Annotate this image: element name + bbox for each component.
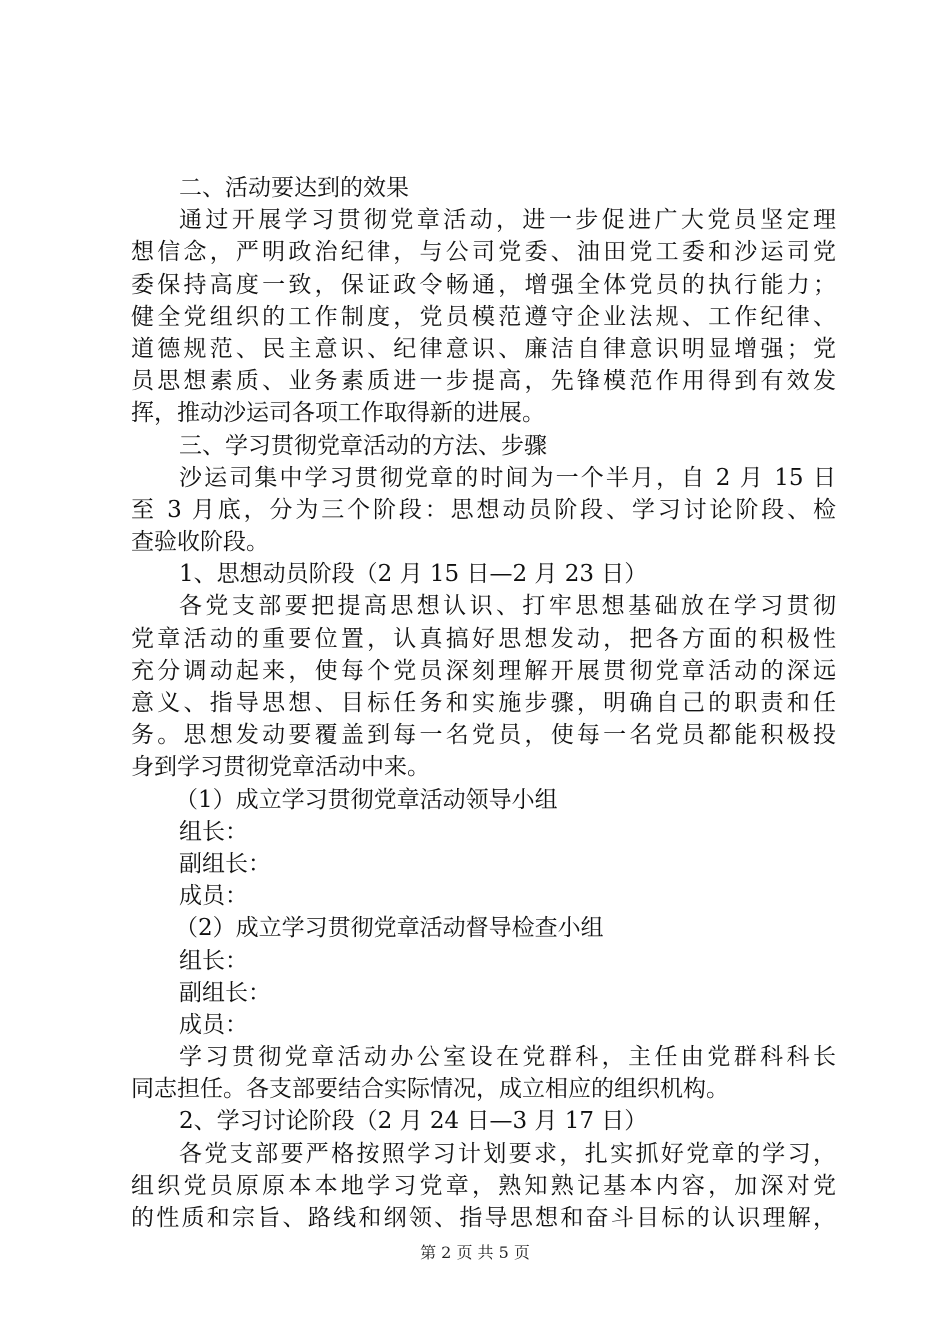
text-line: 充分调动起来，使每个党员深刻理解开展贯彻党章活动的深远: [131, 657, 836, 684]
text-line: 成员：: [179, 1011, 248, 1038]
text-line: 同志担任。各支部要结合实际情况，成立相应的组织机构。: [131, 1076, 729, 1103]
text-line: 员思想素质、业务素质进一步提高，先锋模范作用得到有效发: [131, 368, 836, 395]
document-body: [131, 172, 836, 1234]
text-line: 1、思想动员阶段（2 月 15 日—2 月 23 日）: [179, 561, 648, 588]
page-footer: 第 2 页 共 5 页: [420, 1243, 530, 1262]
text-line: （1）成立学习贯彻党章活动领导小组: [175, 786, 558, 813]
text-line: 各党支部要严格按照学习计划要求，扎实抓好党章的学习，: [179, 1140, 836, 1167]
text-line: 健全党组织的工作制度，党员模范遵守企业法规、工作纪律、: [131, 303, 836, 330]
text-line: 党章活动的重要位置，认真搞好思想发动，把各方面的积极性: [131, 625, 836, 652]
text-line: 通过开展学习贯彻党章活动，进一步促进广大党员坚定理: [179, 207, 836, 234]
text-line: 副组长：: [179, 850, 271, 877]
text-line: 想信念，严明政治纪律，与公司党委、油田党工委和沙运司党: [131, 239, 836, 266]
text-line: 2、学习讨论阶段（2 月 24 日—3 月 17 日）: [179, 1108, 648, 1135]
text-line: 的性质和宗旨、路线和纲领、指导思想和奋斗目标的认识理解，: [131, 1205, 836, 1231]
text-line: 至 3 月底，分为三个阶段：思想动员阶段、学习讨论阶段、检: [131, 496, 836, 523]
text-line: 各党支部要把提高思想认识、打牢思想基础放在学习贯彻: [179, 593, 836, 620]
text-line: 学习贯彻党章活动办公室设在党群科，主任由党群科科长: [179, 1044, 836, 1071]
text-line: 查验收阶段。: [131, 529, 269, 556]
text-line: 道德规范、民主意识、纪律意识、廉洁自律意识明显增强；党: [131, 335, 836, 362]
text-line: 沙运司集中学习贯彻党章的时间为一个半月，自 2 月 15 日: [179, 464, 836, 491]
text-line: 二、活动要达到的效果: [179, 175, 409, 201]
text-line: 务。思想发动要覆盖到每一名党员，使每一名党员都能积极投: [131, 722, 836, 749]
text-line: 挥，推动沙运司各项工作取得新的进展。: [131, 400, 545, 427]
text-line: 组织党员原原本本地学习党章，熟知熟记基本内容，加深对党: [131, 1172, 836, 1199]
text-line: 成员：: [179, 883, 248, 910]
text-line: （2）成立学习贯彻党章活动督导检查小组: [175, 915, 604, 942]
text-line: 身到学习贯彻党章活动中来。: [131, 754, 430, 781]
text-line: 三、学习贯彻党章活动的方法、步骤: [179, 432, 547, 459]
text-line: 组长：: [179, 947, 248, 974]
text-line: 意义、指导思想、目标任务和实施步骤，明确自己的职责和任: [131, 690, 836, 716]
text-line: 副组长：: [179, 979, 271, 1006]
text-line: 委保持高度一致，保证政令畅通，增强全体党员的执行能力；: [131, 271, 836, 298]
text-line: 组长：: [179, 818, 248, 845]
